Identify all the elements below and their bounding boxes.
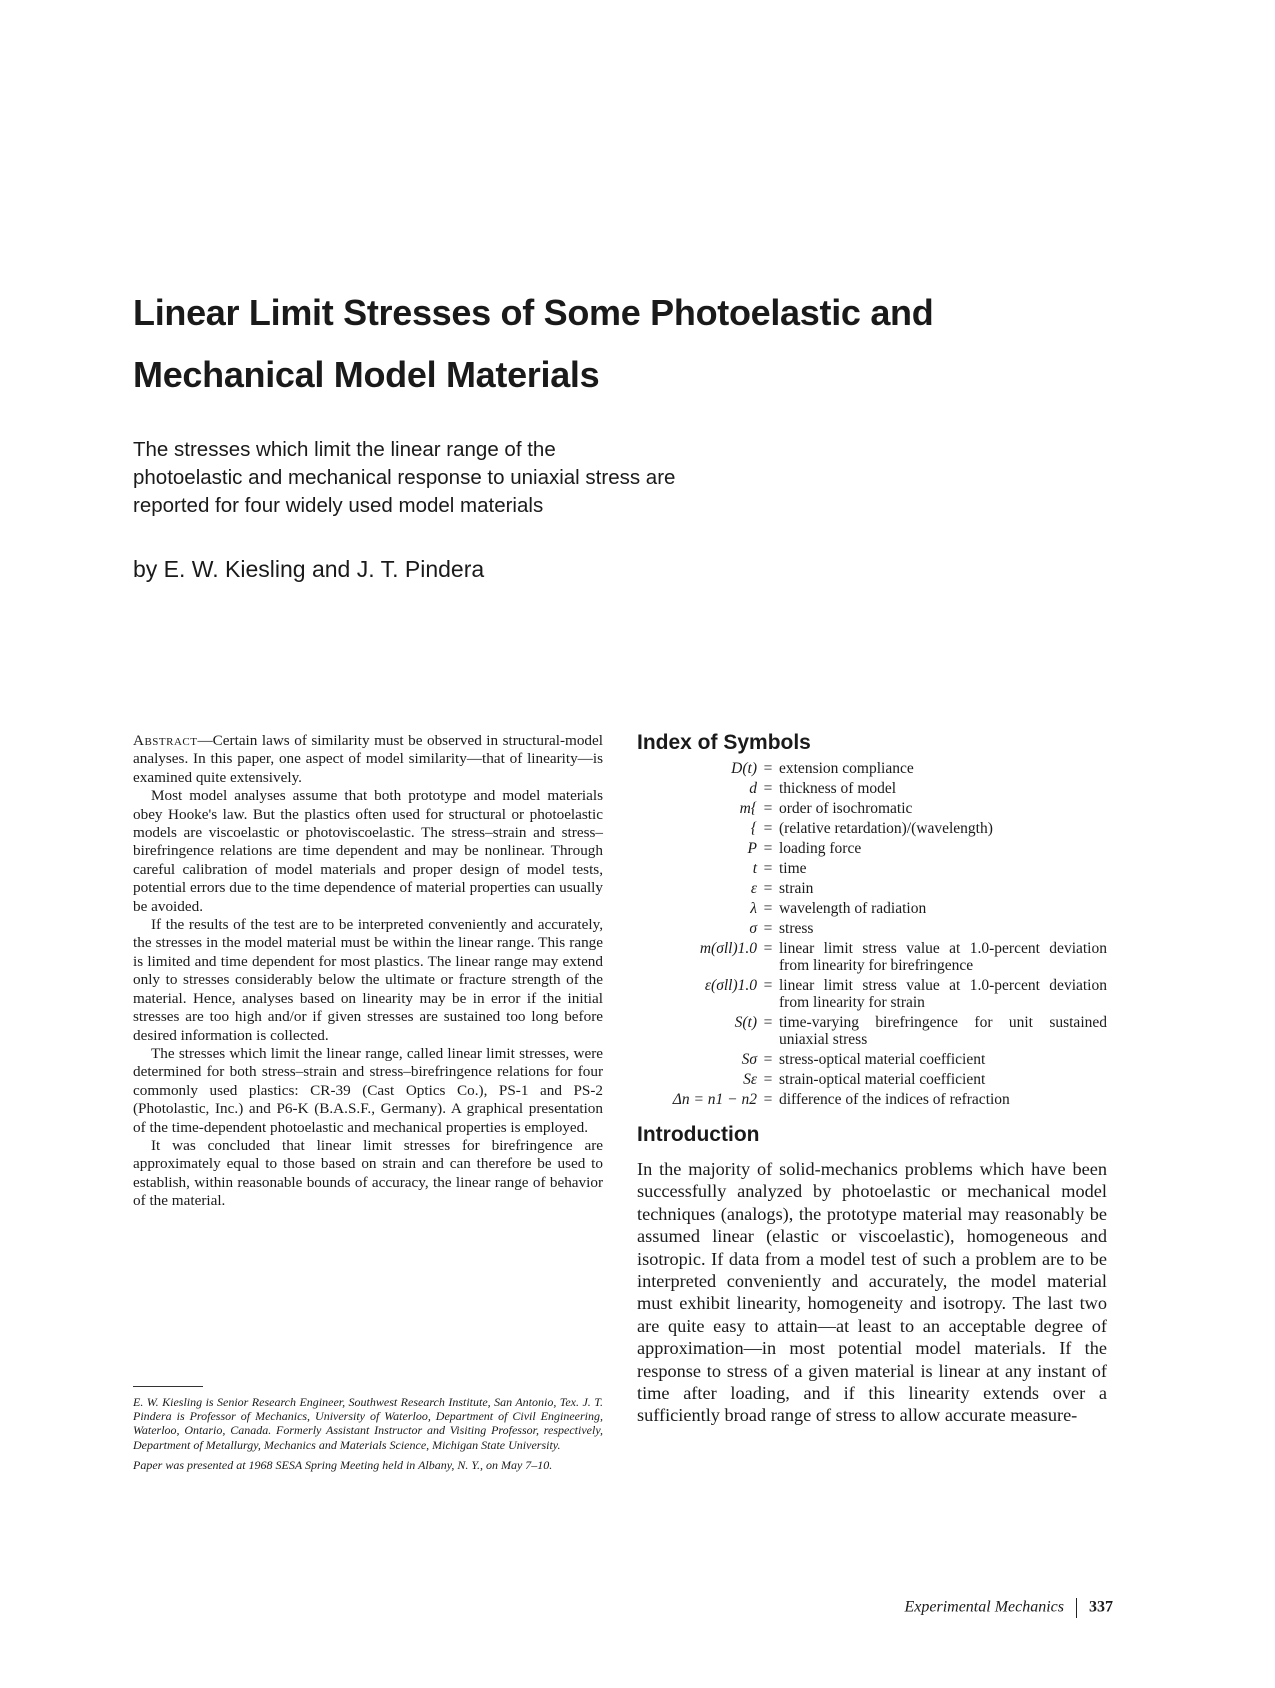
definition-text: wavelength of radiation [779, 900, 927, 917]
symbols-list [637, 760, 1107, 1108]
equals-sign: = [763, 780, 773, 797]
symbol-definition [779, 1051, 1107, 1068]
footer-separator [1076, 1598, 1077, 1618]
definition-text: loading force [779, 840, 862, 857]
symbol-definition [779, 940, 1107, 974]
equals-sign: = [763, 800, 773, 817]
title-line-2: Mechanical Model Materials [133, 354, 600, 395]
footnotes [133, 1386, 603, 1478]
definition-text: order of isochromatic [779, 800, 913, 817]
definition-text: time [779, 860, 807, 877]
definition-text: stress-optical material coefficient [779, 1051, 986, 1068]
symbol-row [637, 840, 1107, 857]
subtitle-line-1: The stresses which limit the linear range of the [133, 438, 556, 461]
symbol: P [747, 840, 757, 857]
footnote-rule [133, 1386, 203, 1387]
equals-sign: = [763, 760, 773, 777]
symbol-definition [779, 1071, 1107, 1088]
symbol-definition [779, 900, 1107, 917]
equals-sign: = [763, 820, 773, 837]
symbol-definition [779, 977, 1107, 1011]
symbol-row [637, 1014, 1107, 1048]
abstract-column [133, 732, 603, 1211]
symbol-row [637, 880, 1107, 897]
symbol: d [749, 780, 757, 797]
symbol: { [750, 820, 757, 837]
symbol-row [637, 977, 1107, 1011]
equals-sign: = [763, 1014, 773, 1031]
equals-sign: = [763, 900, 773, 917]
symbol: Sσ [741, 1051, 757, 1068]
symbol-definition [779, 780, 1107, 797]
symbol: ε [750, 880, 757, 897]
symbol-row [637, 860, 1107, 877]
abstract-text-1: —Certain laws of similarity must be observed in structural-model analyses. In this paper, one aspect of model similarity—that of linearity—is examined quite extensively. [133, 732, 603, 786]
author-byline: by E. W. Kiesling and J. T. Pindera [133, 556, 485, 582]
abstract-label: Abstract [133, 732, 198, 749]
definition-text: stress [779, 920, 814, 937]
symbol: m{ [739, 800, 757, 817]
symbol-row [637, 780, 1107, 797]
equals-sign: = [763, 977, 773, 994]
symbol-row [637, 820, 1107, 837]
article-title [133, 282, 1033, 406]
symbol-row [637, 1051, 1107, 1068]
article-subtitle [133, 436, 753, 520]
subtitle-line-2: photoelastic and mechanical response to uniaxial stress are [133, 466, 676, 489]
symbol-row [637, 940, 1107, 974]
symbol-row [637, 1071, 1107, 1088]
equals-sign: = [763, 1071, 773, 1088]
index-of-symbols-heading: Index of Symbols [637, 731, 811, 754]
equals-sign: = [763, 840, 773, 857]
symbol-definition [779, 840, 1107, 857]
abstract-paragraph-2: Most model analyses assume that both prototype and model materials obey Hooke's law. But the plastics often used for structural or photoelastic models are viscoelastic or photoviscoelastic. The stress–strain and stress–birefringence relations are time dependent and may be nonlinear. Through careful calibration of model materials and proper design of model tests, potential errors due to the time dependence of material properties can usually be avoided. [133, 787, 603, 915]
abstract-paragraph-5: It was concluded that linear limit stresses for birefringence are approximately equal to those based on strain and can therefore be used to establish, within reasonable bounds of accuracy, the linear range of behavior of the material. [133, 1136, 603, 1210]
abstract-paragraph-1 [133, 732, 603, 787]
equals-sign: = [763, 940, 773, 957]
symbol-definition [779, 880, 1107, 897]
title-line-1: Linear Limit Stresses of Some Photoelastic and [133, 292, 934, 333]
equals-sign: = [763, 880, 773, 897]
presentation-note: Paper was presented at 1968 SESA Spring Meeting held in Albany, N. Y., on May 7–10. [133, 1457, 553, 1472]
introduction-heading: Introduction [637, 1123, 760, 1146]
right-column [637, 730, 1107, 1427]
page-footer [860, 1598, 1113, 1618]
symbol: Δn = n1 − n2 [672, 1091, 757, 1108]
symbol-row [637, 1091, 1107, 1108]
symbol-row [637, 800, 1107, 817]
subtitle-line-3: reported for four widely used model materials [133, 494, 544, 517]
symbol: λ [750, 900, 757, 917]
definition-text: (relative retardation)/(wavelength) [779, 820, 993, 837]
page-number: 337 [1089, 1598, 1113, 1616]
symbol: t [752, 860, 757, 877]
definition-text: strain-optical material coefficient [779, 1071, 986, 1088]
symbol-definition [779, 760, 1107, 777]
definition-text: thickness of model [779, 780, 897, 797]
symbol: D(t) [731, 760, 757, 777]
symbol-definition [779, 820, 1107, 837]
equals-sign: = [763, 920, 773, 937]
equals-sign: = [763, 860, 773, 877]
symbol-definition [779, 920, 1107, 937]
introduction-text: In the majority of solid-mechanics problems which have been successfully analyzed by photoelastic or mechanical model techniques (analogs), the prototype material may reasonably be assumed linear (elastic or viscoelastic), homogeneous and isotropic. If data from a model test of such a problem are to be interpreted conveniently and accurately, the model material must exhibit linearity, homogeneity and isotropy. The last two are quite easy to attain—at least to an acceptable degree of approximation—in most potential model materials. If the response to stress of a given material is linear at any instant of time after loading, and if this linearity extends over a sufficiently broad range of stress to allow accurate measure- [637, 1159, 1107, 1426]
symbol: σ [749, 920, 757, 937]
abstract-paragraph-4: The stresses which limit the linear range, called linear limit stresses, were determined for both stress–strain and stress–birefringence relations for four commonly used plastics: CR-39 (Cast Optics Co.), PS-1 and PS-2 (Photolastic, Inc.) and P6-K (B.A.S.F., Germany). A graphical presentation of the time-dependent photoelastic and mechanical properties is employed. [133, 1044, 603, 1136]
symbol: Sε [743, 1071, 757, 1088]
symbol-definition [779, 1091, 1107, 1108]
symbol: m(σll)1.0 [699, 940, 757, 957]
author-affiliation-note: E. W. Kiesling is Senior Research Engineer, Southwest Research Institute, San Antonio, Tex. J. T. Pindera is Professor of Mechanics, University of Waterloo, Department of Civil Engineering, Waterloo, Ontario, Canada. Formerly Assistant Instructor and Visiting Professor, respectively, Department of Metallurgy, Mechanics and Materials Science, Michigan State University. [133, 1395, 603, 1452]
definition-text: strain [779, 880, 814, 897]
definition-text: linear limit stress value at 1.0-percent deviation from linearity for birefringence [779, 940, 1107, 974]
equals-sign: = [763, 1051, 773, 1068]
symbol-definition [779, 800, 1107, 817]
equals-sign: = [763, 1091, 773, 1108]
symbol-row [637, 760, 1107, 777]
journal-name: Experimental Mechanics [904, 1598, 1064, 1616]
abstract-paragraph-3: If the results of the test are to be interpreted conveniently and accurately, the stresses in the model material must be within the linear range. This range is limited and time dependent for most plastics. The linear range may extend only to stresses considerably below the ultimate or fracture strength of the material. Hence, analyses based on linearity may be in error if the initial stresses are too high and/or if given stresses are sustained too long before desired information is collected. [133, 916, 603, 1044]
symbol: S(t) [734, 1014, 757, 1031]
definition-text: difference of the indices of refraction [779, 1091, 1010, 1108]
symbol: ε(σll)1.0 [704, 977, 757, 994]
symbol-definition [779, 860, 1107, 877]
symbol-row [637, 920, 1107, 937]
definition-text: time-varying birefringence for unit sustained uniaxial stress [779, 1014, 1107, 1048]
definition-text: extension compliance [779, 760, 914, 777]
symbol-row [637, 900, 1107, 917]
symbol-definition [779, 1014, 1107, 1048]
definition-text: linear limit stress value at 1.0-percent deviation from linearity for strain [779, 977, 1107, 1011]
